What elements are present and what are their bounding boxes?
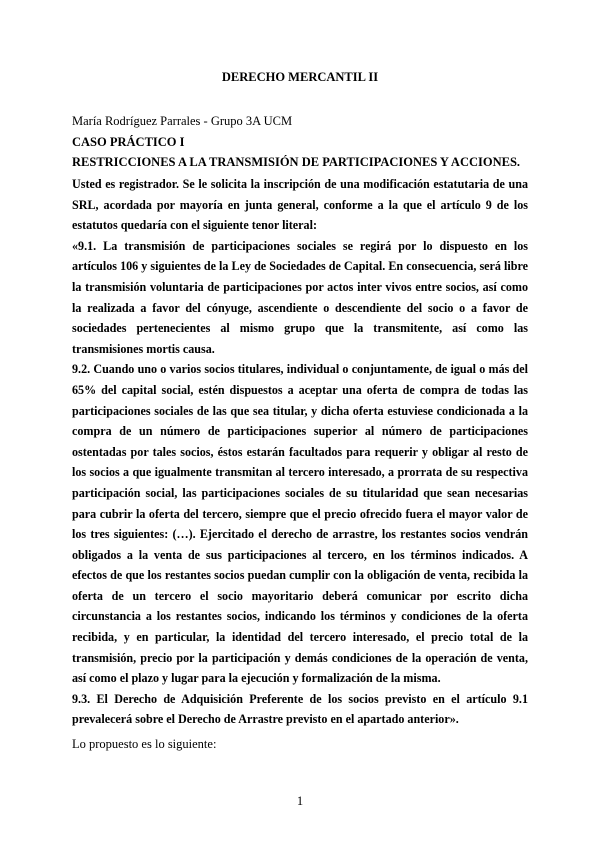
case-title: CASO PRÁCTICO I: [72, 135, 185, 149]
paragraph-9-3: 9.3. El Derecho de Adquisición Preferente de los socios previsto en el artículo 9.1 prevalecerá sobre el Derecho de Arrastre previsto en el apartado anterior».: [72, 691, 528, 727]
paragraph-9-1: «9.1. La transmisión de participaciones sociales se regirá por lo dispuesto en los artículos 106 y siguientes de la Ley de Sociedades de Capital. En consecuencia, será libre la transmisión voluntaria de participaciones por actos inter vivos entre socios, así como la realizada a favor del cónyuge, ascendiente o descendiente del socio o a favor de sociedades pertenecientes al mismo grupo que la transmitente, así como las transmisiones mortis causa.: [72, 238, 528, 356]
subject-heading: RESTRICCIONES A LA TRANSMISIÓN DE PARTICIPACIONES Y ACCIONES.: [72, 155, 521, 169]
paragraph-intro: Usted es registrador. Se le solicita la inscripción de una modificación estatutaria de una SRL, acordada por mayoría en junta general, conforme a la que el artículo 9 de los estatutos quedaría con el siguiente tenor literal:: [72, 177, 528, 233]
document-title: DERECHO MERCANTIL II: [221, 70, 379, 84]
closing-line: Lo propuesto es lo siguiente:: [72, 737, 217, 751]
author-line: María Rodríguez Parrales - Grupo 3A UCM: [72, 114, 293, 128]
paragraph-9-2: 9.2. Cuando uno o varios socios titulares, individual o conjuntamente, de igual o más del 65% del capital social, estén dispuestos a aceptar una oferta de compra de todas las participaciones sociales de las que sea titular, y dicha oferta estuviese condicionada a la compra de un número de participaciones superior al número de participaciones ostentadas por tales socios, éstos estarán facultados para requerir y obligar al resto de los socios a que igualmente transmitan al tercero interesado, a prorrata de su respectiva participación social, las participaciones sociales de su titularidad que sean necesarias para cubrir la oferta del tercero, siempre que el precio ofrecido fuera el mayor valor de los tres siguientes: (…). Ejercitado el derecho de arrastre, los restantes socios vendrán obligados a la venta de sus participaciones al tercero, en los términos indicados. A efectos de que los restantes socios puedan cumplir con la obligación de venta, recibida la oferta de un tercero el socio mayoritario deberá comunicar por escrito dicha circunstancia a los restantes socios, indicando los términos y condiciones de la oferta recibida, y en particular, la identidad del tercero interesado, el precio total de la transmisión, precio por la participación y demás condiciones de la operación de venta, así como el plazo y lugar para la ejecución y formalización de la misma.: [72, 362, 528, 686]
document-body: [72, 174, 528, 730]
page-number: 1: [296, 794, 304, 808]
